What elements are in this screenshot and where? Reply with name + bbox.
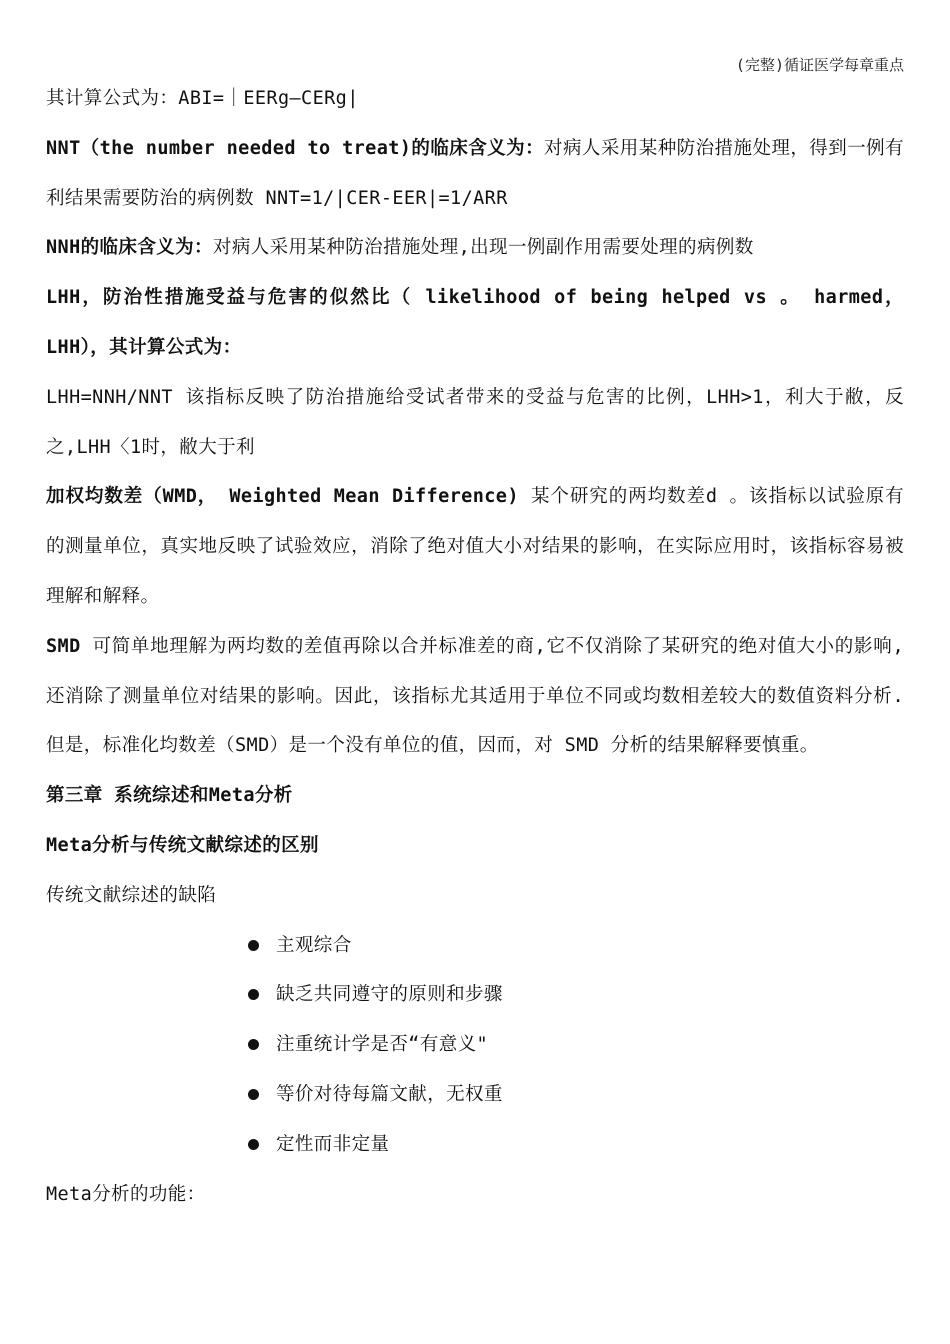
- list-item-text: 注重统计学是否“有意义": [276, 1034, 489, 1056]
- list-item: [246, 970, 904, 1020]
- list-item-text: 定性而非定量: [276, 1133, 390, 1155]
- document-body: [46, 74, 904, 1219]
- bullet-icon: [248, 1089, 259, 1100]
- page-header-title: (完整)循证医学每章重点: [735, 56, 904, 74]
- chapter-title: 第三章 系统综述和Meta分析: [46, 785, 293, 807]
- abi-formula: 其计算公式为：ABI=｜EERg—CERg|: [46, 88, 359, 109]
- list-item-text: 缺乏共同遵守的原则和步骤: [276, 984, 503, 1006]
- lhh-body: LHH=NNH/NNT 该指标反映了防治措施给受试者带来的受益与危害的比例，LHH>1，利大于敝，反之,LHH〈1时，敝大于利: [46, 386, 904, 458]
- wmd-label: 加权均数差（WMD， Weighted Mean Difference): [46, 486, 519, 508]
- wmd-paragraph: [46, 472, 904, 621]
- list-item: [246, 921, 904, 971]
- defects-intro: 传统文献综述的缺陷: [46, 884, 217, 906]
- list-item-text: 主观综合: [276, 934, 352, 956]
- nnh-body: 对病人采用某种防治措施处理,出现一例副作用需要处理的病例数: [212, 237, 754, 259]
- list-item: [246, 1020, 904, 1070]
- list-item: [246, 1120, 904, 1170]
- bullet-icon: [248, 1039, 259, 1050]
- section-subtitle: Meta分析与传统文献综述的区别: [46, 834, 319, 856]
- smd-label: SMD: [46, 635, 81, 657]
- nnh-paragraph: [46, 223, 904, 273]
- smd-paragraph: [46, 622, 904, 771]
- nnt-label: NNT（the number needed to treat)的临床含义为：: [46, 137, 545, 159]
- smd-body: 可简单地理解为两均数的差值再除以合并标准差的商,它不仅消除了某研究的绝对值大小的影响,还消除了测量单位对结果的影响。因此，该指标尤其适用于单位不同或均数相差较大的数值资料分析.但是，标准化均数差（SMD）是一个没有单位的值，因而，对 SMD 分析的结果解释要慎重。: [46, 635, 904, 757]
- bullet-icon: [248, 1139, 259, 1150]
- list-item-text: 等价对待每篇文献，无权重: [276, 1083, 503, 1105]
- bullet-icon: [248, 940, 259, 951]
- defects-list: [46, 921, 904, 1170]
- nnt-paragraph: [46, 124, 904, 224]
- functions-intro: Meta分析的功能：: [46, 1183, 206, 1205]
- list-item: [246, 1070, 904, 1120]
- wmd-body: 某个研究的两均数差d 。该指标以试验原有的测量单位，真实地反映了试验效应，消除了绝对值大小对结果的影响，在实际应用时，该指标容易被理解和解释。: [46, 486, 904, 607]
- bullet-icon: [248, 989, 259, 1000]
- nnh-label: NNH的临床含义为：: [46, 237, 213, 259]
- lhh-label: LHH，防治性措施受益与危害的似然比（ likelihood of being helped vs 。 harmed，LHH），其计算公式为：: [46, 287, 904, 358]
- nnt-body: 对病人采用某种防治措施处理，得到一例有利结果需要防治的病例数 NNT=1/|CER-EER|=1/ARR: [46, 137, 904, 209]
